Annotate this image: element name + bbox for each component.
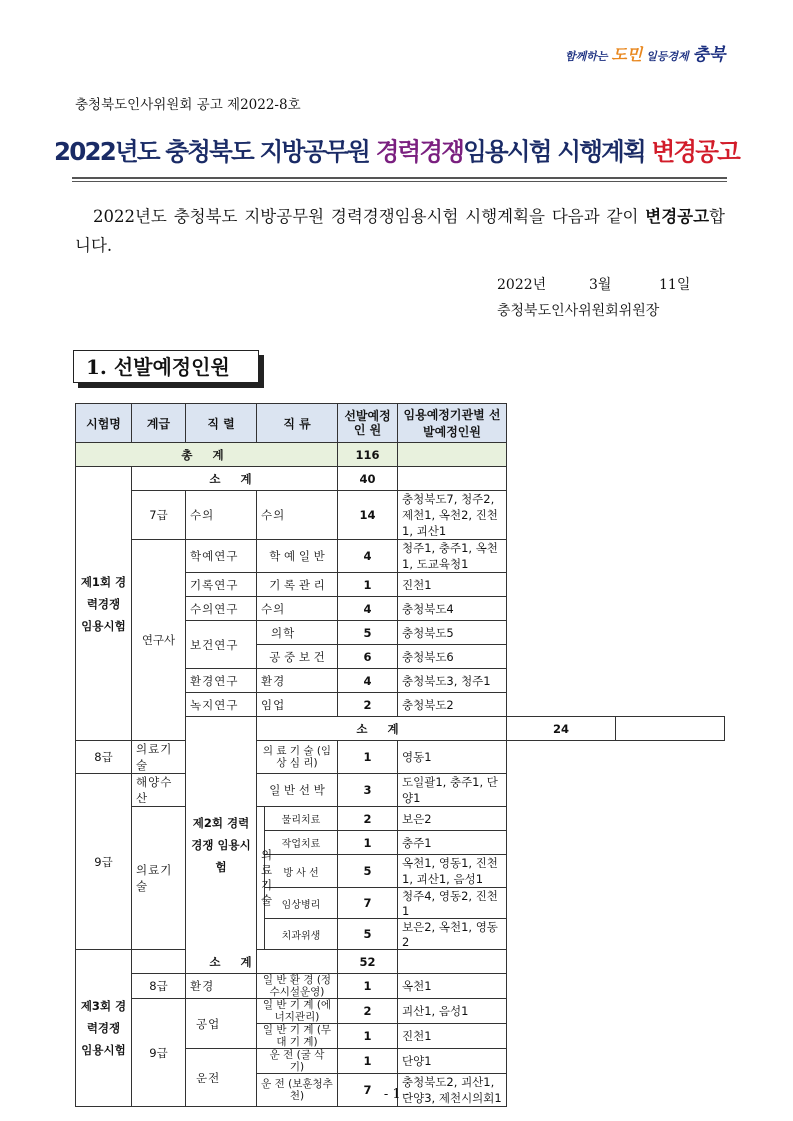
series-cell: 의료기술 [132,741,186,774]
class-cell: 공 중 보 건 [257,645,338,669]
header-series: 직 렬 [186,404,257,443]
series-cell: 환경 [186,974,257,999]
class-cell: 수의 [257,597,338,621]
orgs-cell: 충청북도3, 청주1 [398,669,507,693]
page-title [0,133,793,168]
exam1-name: 제1회 경력경쟁 임용시험 [76,467,132,741]
class-cell: 기 록 관 리 [257,573,338,597]
series-cell: 녹지연구 [186,693,257,717]
count-cell: 2 [338,807,398,831]
recruitment-table [75,403,725,1107]
signer: 충청북도인사위원회위원장 [497,303,660,319]
exam1-subtotal-label: 소 계 [132,467,338,491]
class-cell: 일 반 기 계 (무 대 기 계) [257,1024,338,1049]
title-part-1: 2022년도 충청북도 지방공무원 [53,137,376,166]
logo-text-3: 일등경제 [642,50,693,63]
intro-paragraph [75,202,725,260]
exam1-subtotal: 40 [338,467,398,491]
header-grade: 계급 [132,404,186,443]
count-cell: 1 [338,573,398,597]
date-day: 11일 [659,277,691,293]
class-cell: 환경 [257,669,338,693]
count-cell: 4 [338,597,398,621]
series-cell: 보건연구 [186,621,257,669]
series-cell: 수의 [186,491,257,540]
subclass-cell: 작업치료 [265,831,338,855]
header-orgs: 임용예정기관별 선발예정인원 [398,404,507,443]
series-cell: 공업 [186,999,257,1049]
table-header-row [76,404,725,443]
count-cell: 7 [338,888,398,919]
table-row [76,467,725,491]
grade-cell: 8급 [132,974,186,999]
count-cell: 4 [338,669,398,693]
table-row [76,807,725,831]
count-cell: 4 [338,540,398,573]
class-cell: 임업 [257,693,338,717]
table-row [76,950,725,974]
date-year: 2022년 [497,277,547,293]
table-row [76,974,725,999]
exam2-subtotal-orgs [616,717,725,741]
series-cell: 운전 [186,1049,257,1107]
subclass-cell: 물리치료 [265,807,338,831]
class-cell: 일 반 선 박 [257,774,338,807]
series-cell: 학예연구 [186,540,257,573]
count-cell: 14 [338,491,398,540]
class-cell: 운 전 (보훈청추천) [257,1074,338,1107]
grade-cell: 9급 [76,774,132,950]
grade-cell: 9급 [132,999,186,1107]
orgs-cell: 괴산1, 음성1 [398,999,507,1024]
section-title: 1. 선발예정인원 [73,350,259,383]
orgs-cell: 청주1, 충주1, 옥천1, 도교육청1 [398,540,507,573]
header-count: 선발예정 인 원 [338,404,398,443]
total-count: 116 [338,443,398,467]
date-month: 3월 [589,277,612,293]
exam3-subtotal: 52 [338,950,398,974]
page-number: - 1 - [383,1087,410,1102]
count-cell: 5 [338,621,398,645]
count-cell: 6 [338,645,398,669]
orgs-cell: 진천1 [398,573,507,597]
orgs-cell: 충청북도4 [398,597,507,621]
class-cell: 수의 [257,491,338,540]
total-row [76,443,725,467]
grade-cell: 8급 [76,741,132,774]
exam2-subtotal-label: 소 계 [257,717,507,741]
table-row [76,999,725,1024]
total-orgs [398,443,507,467]
series-cell: 의료기술 [132,807,186,950]
exam3-subtotal-orgs [398,950,507,974]
count-cell: 2 [338,999,398,1024]
series-cell: 환경연구 [186,669,257,693]
header-class: 직 류 [257,404,338,443]
header-exam: 시험명 [76,404,132,443]
count-cell: 5 [338,855,398,888]
count-cell: 2 [338,693,398,717]
count-cell: 1 [338,831,398,855]
orgs-cell: 옥천1, 영동1, 진천1, 괴산1, 음성1 [398,855,507,888]
intro-tail: 합니다. [75,207,725,255]
orgs-cell: 진천1 [398,1024,507,1049]
class-cell: 학 예 일 반 [257,540,338,573]
series-cell: 기록연구 [186,573,257,597]
table-row [76,540,725,573]
logo-text-4: 충북 [692,45,726,65]
class-cell: 운 전 (굴 삭 기) [257,1049,338,1074]
class-cell: 일 반 환 경 (정수시설운영) [257,974,338,999]
exam3-name: 제3회 경력경쟁 임용시험 [76,950,132,1107]
grade-cell: 7급 [132,491,186,540]
class-cell-vertical [257,807,273,950]
orgs-cell: 보은2, 옥천1, 영동2 [398,919,507,950]
logo-text-2: 도민 [611,45,643,64]
series-cell: 수의연구 [186,597,257,621]
orgs-cell: 도일괄1, 충주1, 단양1 [398,774,507,807]
logo-text-1: 함께하는 [565,50,612,63]
exam2-subtotal: 24 [507,717,616,741]
subclass-cell: 치과위생 [265,919,338,950]
orgs-cell: 영동1 [398,741,507,774]
orgs-cell: 청주4, 영동2, 진천1 [398,888,507,919]
orgs-cell: 충청북도2 [398,693,507,717]
title-part-4: 변경공고 [651,137,740,166]
intro-bold: 변경공고 [645,207,710,226]
total-label: 총 계 [76,443,338,467]
exam2-name: 제2회 경력경쟁 임용시험 [186,717,257,974]
count-cell: 3 [338,774,398,807]
table-row [76,774,725,807]
orgs-cell: 단양1 [398,1049,507,1074]
table-row [76,491,725,540]
intro-text: 2022년도 충청북도 지방공무원 경력경쟁임용시험 시행계획을 다음과 같이 [93,207,646,226]
title-part-3: 임용시험 시행계획 [463,137,652,166]
count-cell: 1 [338,1024,398,1049]
subclass-cell: 방 사 선 [265,855,338,888]
med-class-label: 의료기술 [261,848,273,907]
notice-number: 충청북도인사위원회 공고 제2022-8호 [75,97,301,113]
table-row [76,741,725,774]
exam1-subtotal-orgs [398,467,507,491]
notice-date [497,274,690,294]
count-cell: 1 [338,741,398,774]
title-part-2: 경력경쟁 [375,137,464,166]
title-divider [72,177,727,182]
orgs-cell: 충청북도7, 청주2, 제천1, 옥천2, 진천1, 괴산1 [398,491,507,540]
grade-cell: 연구사 [132,540,186,741]
slogan-logo [565,40,725,70]
orgs-cell: 충청북도5 [398,621,507,645]
series-cell: 해양수산 [132,774,186,807]
count-cell: 1 [338,974,398,999]
count-cell: 5 [338,919,398,950]
orgs-cell: 충청북도2, 괴산1, 단양3, 제천시의회1 [398,1074,507,1107]
orgs-cell: 충청북도6 [398,645,507,669]
count-cell: 7 [338,1074,398,1107]
exam3-subtotal-label: 소 계 [132,950,338,974]
count-cell: 1 [338,1049,398,1074]
orgs-cell: 충주1 [398,831,507,855]
class-cell: 의 료 기 술 (임 상 심 리) [257,741,338,774]
class-cell: 일 반 기 계 (에너지관리) [257,999,338,1024]
orgs-cell: 보은2 [398,807,507,831]
class-cell: 의학 [257,621,338,645]
orgs-cell: 옥천1 [398,974,507,999]
subclass-cell: 임상병리 [265,888,338,919]
